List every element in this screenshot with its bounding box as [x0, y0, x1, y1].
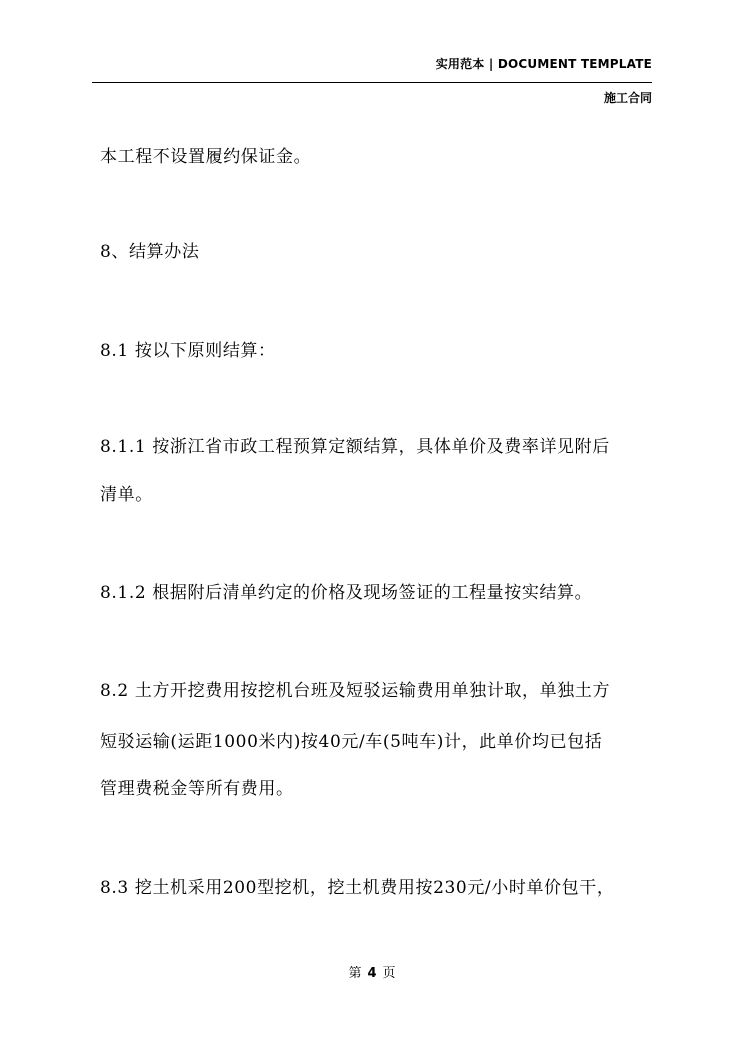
body-paragraph-line: 8.3 挖土机采用200型挖机，挖土机费用按230元/小时单价包干，: [100, 878, 615, 898]
body-paragraph-line: 短驳运输(运距1000米内)按40元/车(5吨车)计，此单价均已包括: [100, 732, 603, 752]
section-heading: 8、结算办法: [100, 242, 200, 262]
body-paragraph-line: 8.1 按以下原则结算：: [100, 341, 276, 361]
body-paragraph-line: 8.2 土方开挖费用按挖机台班及短驳运输费用单独计取，单独土方: [100, 681, 611, 701]
body-paragraph-line: 8.1.2 根据附后清单约定的价格及现场签证的工程量按实结算。: [100, 583, 593, 603]
page-footer: [0, 962, 744, 981]
body-paragraph-line: 清单。: [100, 485, 153, 505]
body-paragraph-line: 8.1.1 按浙江省市政工程预算定额结算，具体单价及费率详见附后: [100, 437, 610, 457]
page-number: 4: [367, 966, 377, 981]
page-header-rule: [92, 82, 652, 83]
body-paragraph-line: 本工程不设置履约保证金。: [100, 147, 312, 167]
page-footer-prefix: 第: [348, 966, 362, 981]
page-header-subtitle: 施工合同: [603, 91, 652, 105]
page-header-title: 实用范本 | DOCUMENT TEMPLATE: [435, 57, 652, 71]
body-paragraph-line: 管理费税金等所有费用。: [100, 779, 294, 799]
page-footer-suffix: 页: [382, 966, 396, 981]
